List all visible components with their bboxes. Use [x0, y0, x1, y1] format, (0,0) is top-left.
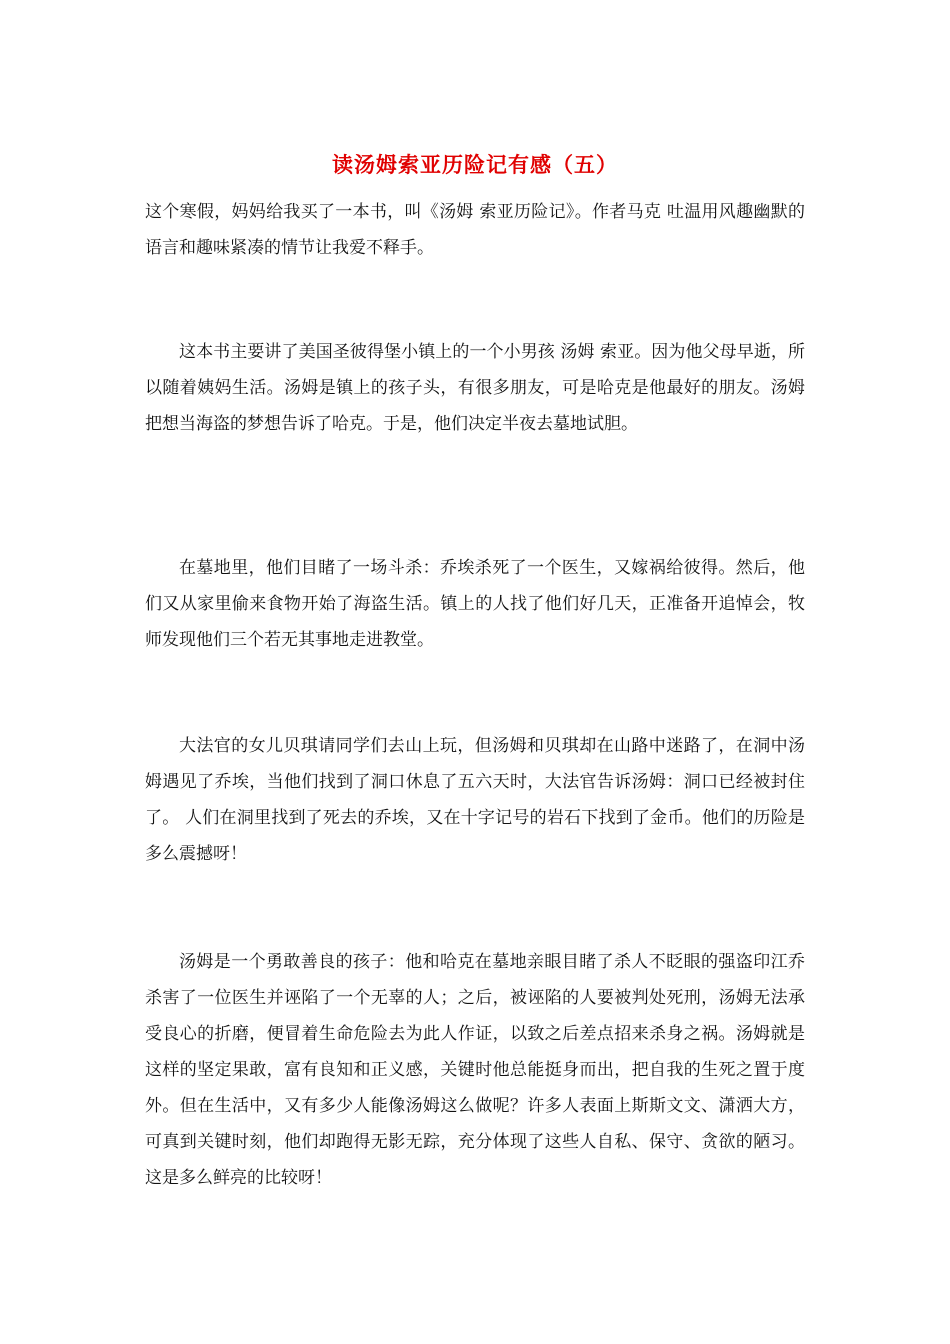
- paragraph-3: 在墓地里，他们目睹了一场斗杀：乔埃杀死了一个医生，又嫁祸给彼得。然后，他们又从家里偷来食物开始了海盗生活。镇上的人找了他们好几天，正准备开追悼会，牧师发现他们三个若无其事地走进教堂。: [145, 558, 805, 650]
- paragraph-1: 这个寒假，妈妈给我买了一本书，叫《汤姆 索亚历险记》。作者马克 吐温用风趣幽默的语言和趣味紧凑的情节让我爱不释手。: [145, 202, 805, 258]
- document-title: 读汤姆索亚历险记有感（五）: [332, 152, 618, 177]
- paragraph-5: 汤姆是一个勇敢善良的孩子：他和哈克在墓地亲眼目睹了杀人不眨眼的强盗印江乔杀害了一位医生并诬陷了一个无辜的人；之后，被诬陷的人要被判处死刑，汤姆无法承受良心的折磨，便冒着生命危险去为此人作证，以致之后差点招来杀身之祸。汤姆就是这样的坚定果敢，富有良知和正义感，关键时他总能挺身而出，把自我的生死之置于度外。但在生活中，又有多少人能像汤姆这么做呢？许多人表面上斯斯文文、潇洒大方，可真到关键时刻，他们却跑得无影无踪，充分体现了这些人自私、保守、贪欲的陋习。这是多么鲜亮的比较呀！: [145, 952, 805, 1188]
- paragraph-4: 大法官的女儿贝琪请同学们去山上玩，但汤姆和贝琪却在山路中迷路了，在洞中汤姆遇见了乔埃，当他们找到了洞口休息了五六天时，大法官告诉汤姆：洞口已经被封住了。 人们在洞里找到了死去的乔埃，又在十字记号的岩石下找到了金币。他们的历险是多么震撼呀！: [145, 736, 805, 864]
- paragraph-2: 这本书主要讲了美国圣彼得堡小镇上的一个小男孩 汤姆 索亚。因为他父母早逝，所以随着姨妈生活。汤姆是镇上的孩子头，有很多朋友，可是哈克是他最好的朋友。汤姆把想当海盗的梦想告诉了哈克。于是，他们决定半夜去墓地试胆。: [145, 342, 805, 434]
